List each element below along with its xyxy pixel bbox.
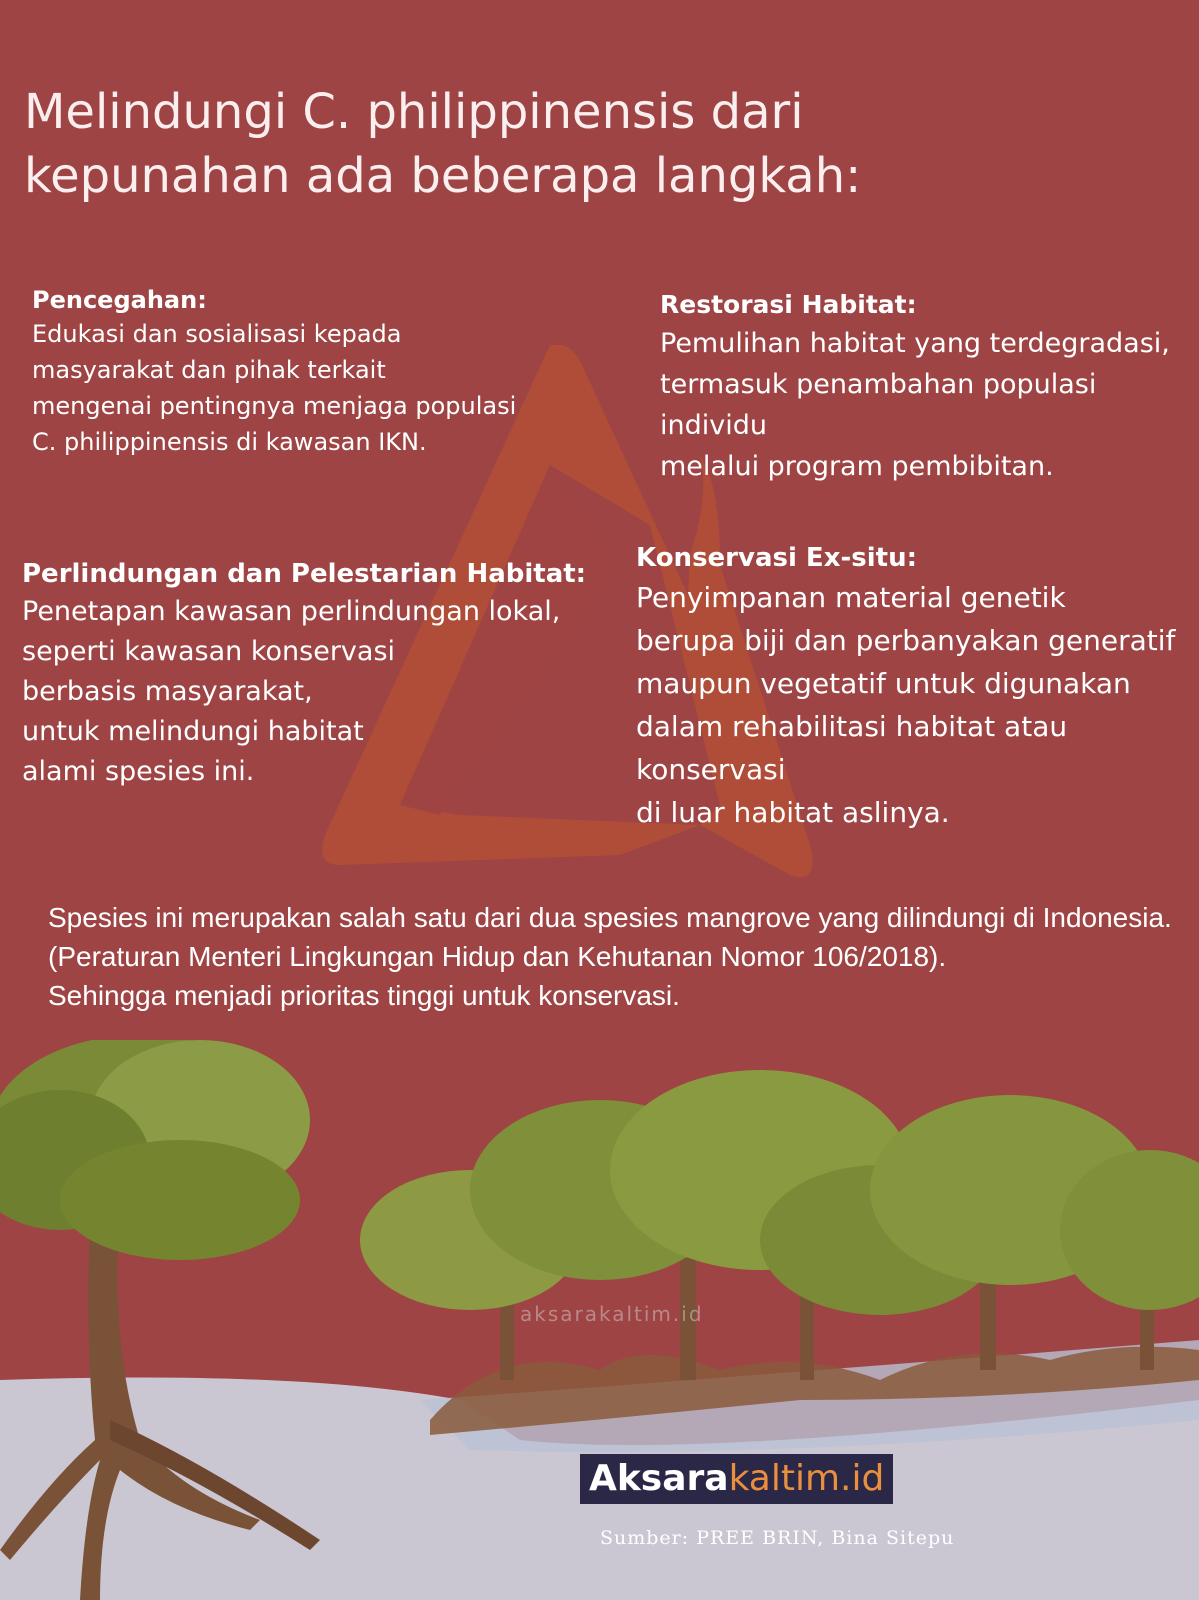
note-line-3: Sehingga menjadi prioritas tinggi untuk konservasi. — [48, 980, 680, 1011]
step-heading: Perlindungan dan Pelestarian Habitat: — [22, 559, 587, 589]
step-body: Penetapan kawasan perlindungan lokal, seperti kawasan konservasi berbasis masyarakat, untuk melindungi habitat alami spesies ini. — [22, 596, 561, 787]
step-pencegahan — [32, 284, 592, 460]
note-line-1: Spesies ini merupakan salah satu dari dua spesies mangrove yang dilindungi di Indonesia. — [48, 902, 1172, 933]
watermark-text: aksarakaltim.id — [520, 1302, 704, 1326]
logo-strong: Aksara — [589, 1458, 729, 1499]
step-heading: Konservasi Ex-situ: — [636, 543, 917, 573]
step-heading: Pencegahan: — [32, 286, 207, 314]
page-title — [24, 80, 1144, 208]
logo-light: kaltim.id — [728, 1458, 885, 1499]
title-line-1: Melindungi C. philippinensis dari — [24, 84, 804, 140]
title-line-2: kepunahan ada beberapa langkah: — [24, 148, 862, 204]
step-restorasi-habitat — [660, 287, 1190, 487]
step-konservasi-ex-situ — [636, 540, 1196, 834]
protection-note — [48, 898, 1188, 1015]
step-body: Edukasi dan sosialisasi kepada masyarakat dan pihak terkait mengenai pentingnya menjaga populasi C. philippinensis di kawasan IKN. — [32, 320, 517, 456]
source-credit: Sumber: PREE BRIN, Bina Sitepu — [600, 1527, 955, 1549]
note-line-2: (Peraturan Menteri Lingkungan Hidup dan Kehutanan Nomor 106/2018). — [48, 941, 947, 972]
step-body: Pemulihan habitat yang terdegradasi, termasuk penambahan populasi individu melalui program pembibitan. — [660, 328, 1170, 482]
step-perlindungan-habitat — [22, 556, 612, 792]
step-heading: Restorasi Habitat: — [660, 290, 917, 319]
step-body: Penyimpanan material genetik berupa biji dan perbanyakan generatif maupun vegetatif untuk digunakan dalam rehabilitasi habitat atau konservasi di luar habitat aslinya. — [636, 581, 1176, 829]
brand-logo — [580, 1454, 893, 1504]
